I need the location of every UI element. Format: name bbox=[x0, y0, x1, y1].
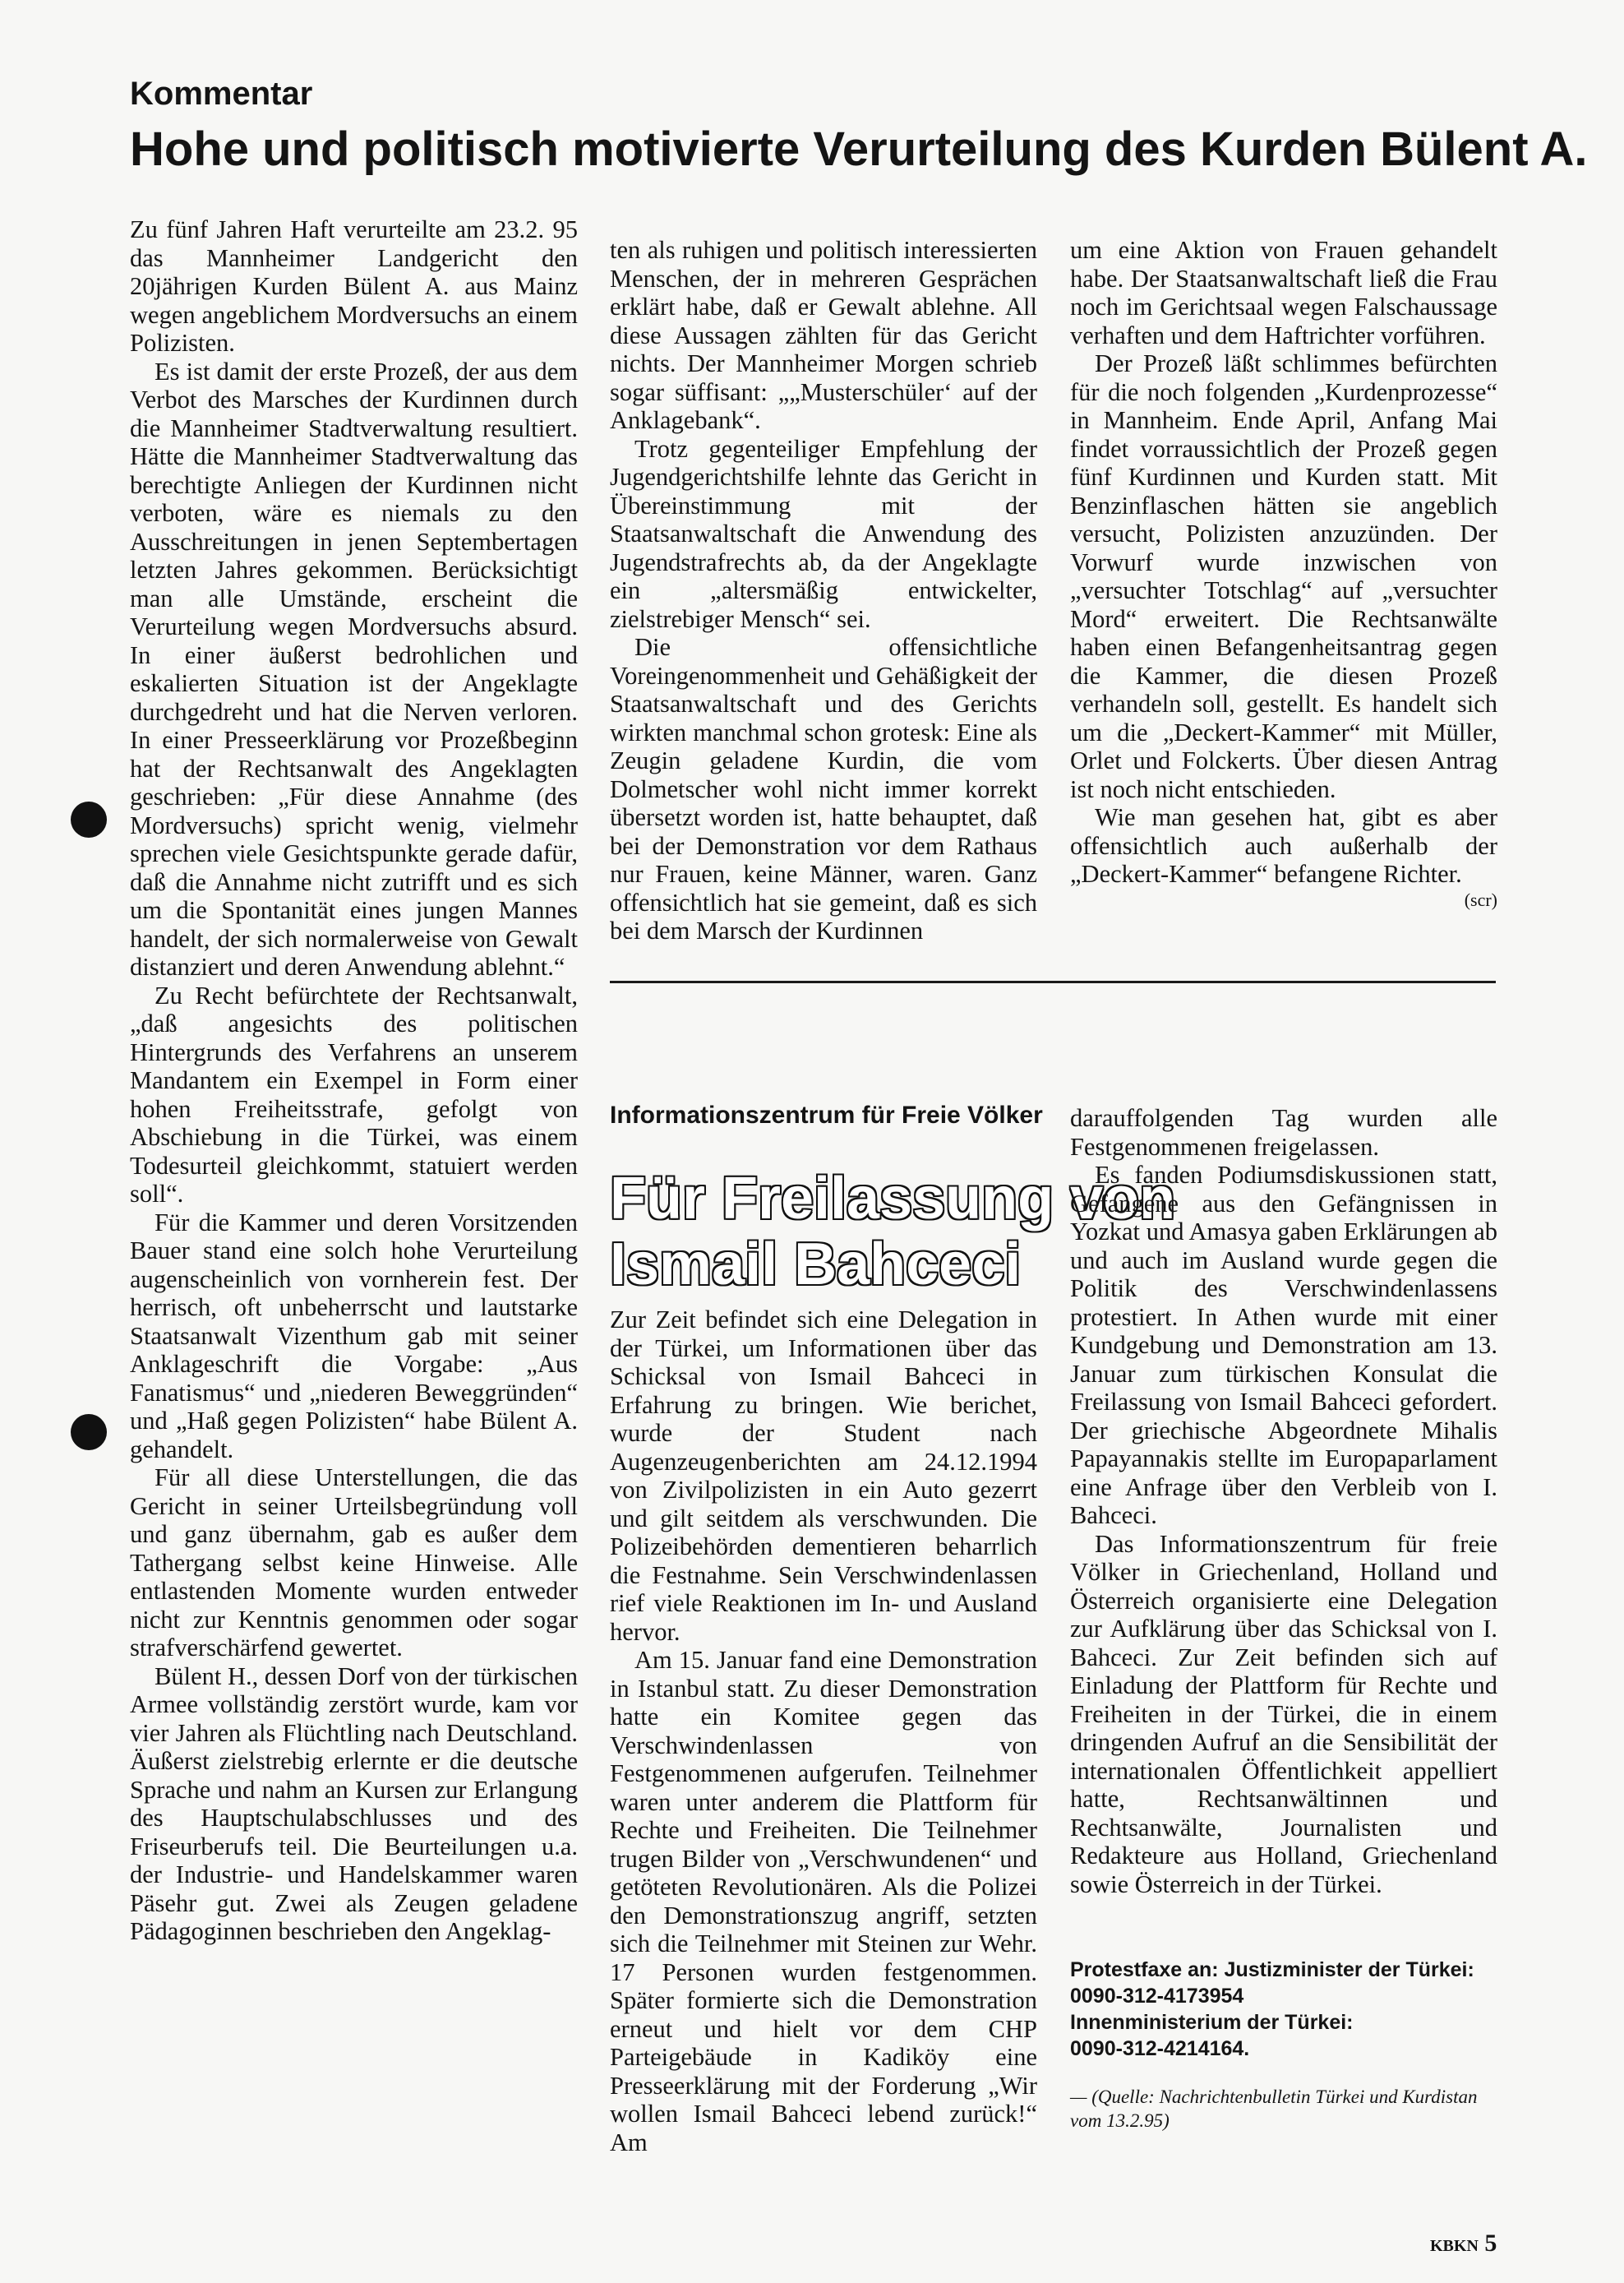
fax-number: 0090-312-4214164. bbox=[1070, 2037, 1250, 2060]
article1-column1 bbox=[130, 215, 578, 2164]
article2-kicker: Informationszentrum für Freie Völker bbox=[610, 1102, 1043, 1129]
paragraph: Wie man gesehen hat, gibt es aber offensichtlich auch außerhalb der „Deckert-Kammer“ befangene Richter. bbox=[1070, 803, 1497, 888]
page-footer bbox=[1430, 2230, 1497, 2258]
publication-label: KBKN bbox=[1430, 2237, 1479, 2255]
paragraph: um eine Aktion von Frauen gehandelt habe. Der Staatsanwaltschaft ließ die Frau noch im Gerichtsaal wegen Falschaussage verhaften und dem Haftrichter vorführen. bbox=[1070, 236, 1497, 349]
paragraph: Für die Kammer und deren Vorsitzenden Bauer stand eine solch hohe Verurteilung augenscheinlich von vornherein fest. Der herrisch, oft unbeherrscht und lautstarke Staatsanwalt Vizenthum gab mit seiner Anklageschrift die Vorgabe: „Aus Fanatismus“ und „niederen Beweggründen“ und „Haß gegen Polizisten“ habe Bülent A. gehandelt. bbox=[130, 1208, 578, 1463]
fax-label: Innenministerium der Türkei: bbox=[1070, 2011, 1354, 2034]
page-number: 5 bbox=[1484, 2230, 1497, 2257]
punch-hole bbox=[71, 802, 107, 838]
title-line: Ismail Bahceci bbox=[610, 1232, 1022, 1297]
protest-fax-box bbox=[1070, 1957, 1497, 2062]
article1-column3 bbox=[1070, 236, 1497, 968]
paragraph: darauffolgenden Tag wurden alle Festgenommenen freigelassen. bbox=[1070, 1104, 1497, 1161]
title-line: Für Freilassung von bbox=[610, 1166, 1176, 1232]
paragraph: Zu Recht befürchtete der Rechtsanwalt, „daß angesichts des politischen Hintergrunds des Verfahrens an unserem Mandantem ein Exempel in Form einer hohen Freiheitsstrafe, gefolgt von Abschiebung in die Türkei, was einem Todesurteil gleichkommt, statuiert werden soll“. bbox=[130, 981, 578, 1208]
paragraph: Für all diese Unterstellungen, die das Gericht in seiner Urteilsbegründung voll und ganz übernahm, gab es außer dem Tathergang selbst keine Hinweise. Alle entlastenden Momente wurden entweder nicht zur Kenntnis genommen oder sogar strafverschärfend gewertet. bbox=[130, 1463, 578, 1661]
article2-column3 bbox=[1070, 1104, 1497, 1939]
paragraph: Am 15. Januar fand eine Demonstration in Istanbul statt. Zu dieser Demonstration hatte ein Komitee gegen das Verschwindenlassen von Festgenommenen aufgerufen. Teilnehmer waren unter anderem die Plattform für Rechte und Freiheiten. Die Teilnehmer trugen Bilder von „Verschwundenen“ und getöteten Revolutionären. Als die Polizei den Demonstrationszug angriff, setzten sich die Teilnehmer mit Steinen zur Wehr. 17 Personen wurden festgenommen. Später formierte sich die Demonstration erneut und hielt vor dem CHP Parteigebäude in Kadiköy eine Presseerklärung mit der Forderung „Wir wollen Ismail Bahceci lebend zurück!“ Am bbox=[610, 1646, 1037, 2156]
paragraph: Es ist damit der erste Prozeß, der aus dem Verbot des Marsches der Kurdinnen durch die Mannheimer Stadtverwaltung resultiert. Hätte die Mannheimer Stadtverwaltung das berechtigte Anliegen der Kurdinnen nicht verboten, wäre es niemals zu den Ausschreitungen in jenen Septembertagen letzten Jahres gekommen. Berücksichtigt man alle Umstände, erscheint die Verurteilung wegen Mordversuchs absurd. In einer äußerst bedrohlichen und eskalierten Situation ist der Angeklagte durchgedreht und hat die Nerven verloren. In einer Presseerklärung vor Prozeßbeginn hat der Rechtsanwalt des Angeklagten geschrieben: „Für diese Annahme (des Mordversuchs) spricht wenig, vielmehr sprechen viele Gesichtspunkte gerade dafür, daß die Annahme nicht zutrifft und es sich um die Spontanität eines jungen Mannes handelt, der sich normalerweise von Gewalt distanziert und deren Anwendung ablehnt.“ bbox=[130, 357, 578, 981]
paragraph: Der Prozeß läßt schlimmes befürchten für die noch folgenden „Kurdenprozesse“ in Mannheim. Ende April, Anfang Mai findet vorraussichtlich der Prozeß gegen fünf Kurdinnen und Kurden statt. Mit Benzinflaschen hätten sie angeblich versucht, Polizisten anzuzünden. Der Vorwurf wurde inzwischen von „versuchter Totschlag“ auf „versuchter Mord“ erweitert. Die Rechtsanwälte haben einen Befangenheitsantrag gegen die Kammer, die diesen Prozeß verhandeln soll, gestellt. Es handelt sich um die „Deckert-Kammer“ mit Müller, Orlet und Folckerts. Über diesen Antrag ist noch nicht entschieden. bbox=[1070, 349, 1497, 803]
paragraph: Die offensichtliche Voreingenommenheit und Gehäßigkeit der Staatsanwaltschaft und des Gerichts wirkten manchmal schon grotesk: Eine als Zeugin geladene Kurdin, die vom Dolmetscher wohl nicht immer korrekt übersetzt worden ist, hatte behauptet, daß bei der Demonstration vor dem Rathaus nur Frauen, keine Männer, waren. Ganz offensichtlich hat sie gemeint, daß es sich bei dem Marsch der Kurdinnen bbox=[610, 633, 1037, 945]
punch-hole bbox=[71, 1414, 107, 1450]
paragraph: Es fanden Podiumsdiskussionen statt, Gefangene aus den Gefängnissen in Yozkat und Amasya gaben Erklärungen ab und auch im Ausland wurde gegen die Politik des Verschwindenlassens protestiert. In Athen wurde mit einer Kundgebung und Demonstration am 13. Januar zum türkischen Konsulat die Freilassung von Ismail Bahceci gefordert. Der griechische Abgeordnete Mihalis Papayannakis stellte im Europaparlament eine Anfrage über den Verbleib von I. Bahceci. bbox=[1070, 1161, 1497, 1529]
paragraph: Trotz gegenteiliger Empfehlung der Jugendgerichtshilfe lehnte das Gericht in Übereinstimmung mit der Staatsanwaltschaft die Anwendung des Jugendstrafrechts ab, da der Angeklagte ein „altersmäßig entwickelter, zielstrebiger Mensch“ sei. bbox=[610, 434, 1037, 633]
fax-label: Protestfaxe an: Justizminister der Türkei: bbox=[1070, 1958, 1474, 1981]
fax-number: 0090-312-4173954 bbox=[1070, 1985, 1244, 2008]
paragraph: ten als ruhigen und politisch interessierten Menschen, der in mehreren Gesprächen erklärt habe, daß er Gewalt ablehne. All diese Aussagen zählten für das Gericht nichts. Der Mannheimer Morgen schrieb sogar süffisant: „„Musterschüler‘ auf der Anklagebank“. bbox=[610, 236, 1037, 434]
section-kicker: Kommentar bbox=[130, 76, 313, 112]
article1-column2 bbox=[610, 236, 1037, 968]
article-headline: Hohe und politisch motivierte Verurteilung des Kurden Bülent A. bbox=[130, 122, 1588, 176]
paragraph: Zu fünf Jahren Haft verurteilte am 23.2. 95 das Mannheimer Landgericht den 20jährigen Kurden Bülent A. aus Mainz wegen angeblichem Mordversuchs an einem Polizisten. bbox=[130, 215, 578, 357]
author-credit: (scr) bbox=[1464, 889, 1497, 910]
paragraph: Bülent H., dessen Dorf von der türkischen Armee vollständig zerstört wurde, kam vor vier Jahren als Flüchtling nach Deutschland. Äußerst zielstrebig erlernte er die deutsche Sprache und nahm an Kursen zur Erlangung des Hauptschulabschlusses und des Friseurberufs teil. Die Beurteilungen u.a. der Industrie- und Handelskammer waren Päsehr gut. Zwei als Zeugen geladene Pädagoginnen beschrieben den Angeklag- bbox=[130, 1661, 578, 1945]
article2-column2 bbox=[610, 1306, 1037, 2193]
section-divider bbox=[610, 981, 1496, 983]
paragraph: Das Informationszentrum für freie Völker in Griechenland, Holland und Österreich organisierte eine Delegation zur Aufklärung über das Schicksal von I. Bahceci. Zur Zeit befinden sich auf Einladung der Plattform für Rechte und Freiheiten in der Türkei, die in einem dringenden Aufruf an die Sensibilität der internationalen Öffentlichkeit appelliert hatte, Rechtsanwältinnen und Rechtsanwälte, Journalisten und Redakteure aus Holland, Griechenland sowie Österreich in der Türkei. bbox=[1070, 1529, 1497, 1898]
source-note: — (Quelle: Nachrichtenbulletin Türkei und Kurdistan vom 13.2.95) bbox=[1070, 2087, 1478, 2131]
paragraph: Zur Zeit befindet sich eine Delegation in der Türkei, um Informationen über das Schicksal von Ismail Bahceci in Erfahrung zu bringen. Wie berichet, wurde der Student nach Augenzeugenberichten am 24.12.1994 von Zivilpolizisten in ein Auto gezerrt und gilt seitdem als verschwunden. Die Polizeibehörden dementieren beharrlich die Festnahme. Sein Verschwindenlassen rief viele Reaktionen im In- und Ausland hervor. bbox=[610, 1306, 1037, 1646]
